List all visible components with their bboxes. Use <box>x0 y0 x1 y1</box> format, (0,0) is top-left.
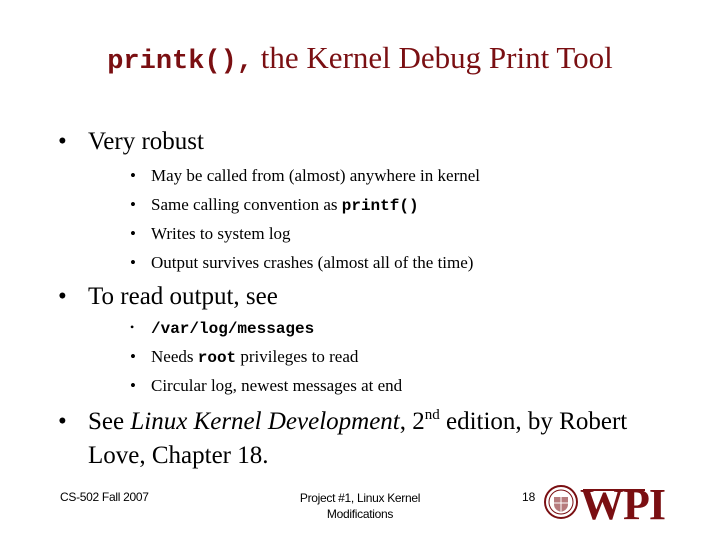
code-root: root <box>197 349 237 367</box>
footer-project: Project #1, Linux Kernel Modifications <box>299 491 421 521</box>
page-number: 18 <box>522 490 536 504</box>
bullet-label: Very robust <box>88 128 204 155</box>
sub-bullet: • Needs root privileges to read <box>130 347 359 367</box>
wpi-logo: WPI <box>580 480 665 529</box>
sub-bullet: • Same calling convention as printf() <box>130 195 419 215</box>
sub-bullet: • /var/log/messages <box>130 320 315 338</box>
sub-bullet: • Writes to system log <box>130 224 291 243</box>
book-title: Linux Kernel Development <box>130 408 400 435</box>
bullet-read-output: • To read output, see <box>58 283 278 310</box>
title-code: printk(), <box>107 47 254 77</box>
university-seal-icon <box>544 484 578 520</box>
sub-bullet: • Output survives crashes (almost all of the time) <box>130 253 474 272</box>
bullet-very-robust <box>58 128 204 156</box>
bullet-dot: • <box>58 128 67 155</box>
bullet-reference: • See Linux Kernel Development, 2nd edition, by Robert Love, Chapter 18. <box>58 407 628 469</box>
sub-bullet: • Circular log, newest messages at end <box>130 376 403 395</box>
code-var-log-messages: /var/log/messages <box>151 320 315 338</box>
code-printf: printf() <box>341 197 419 215</box>
footer-course: CS-502 Fall 2007 <box>60 490 149 504</box>
slide-title <box>0 40 720 77</box>
sub-bullet: • May be called from (almost) anywhere in kernel <box>130 166 481 185</box>
title-text: the Kernel Debug Print Tool <box>253 40 613 75</box>
